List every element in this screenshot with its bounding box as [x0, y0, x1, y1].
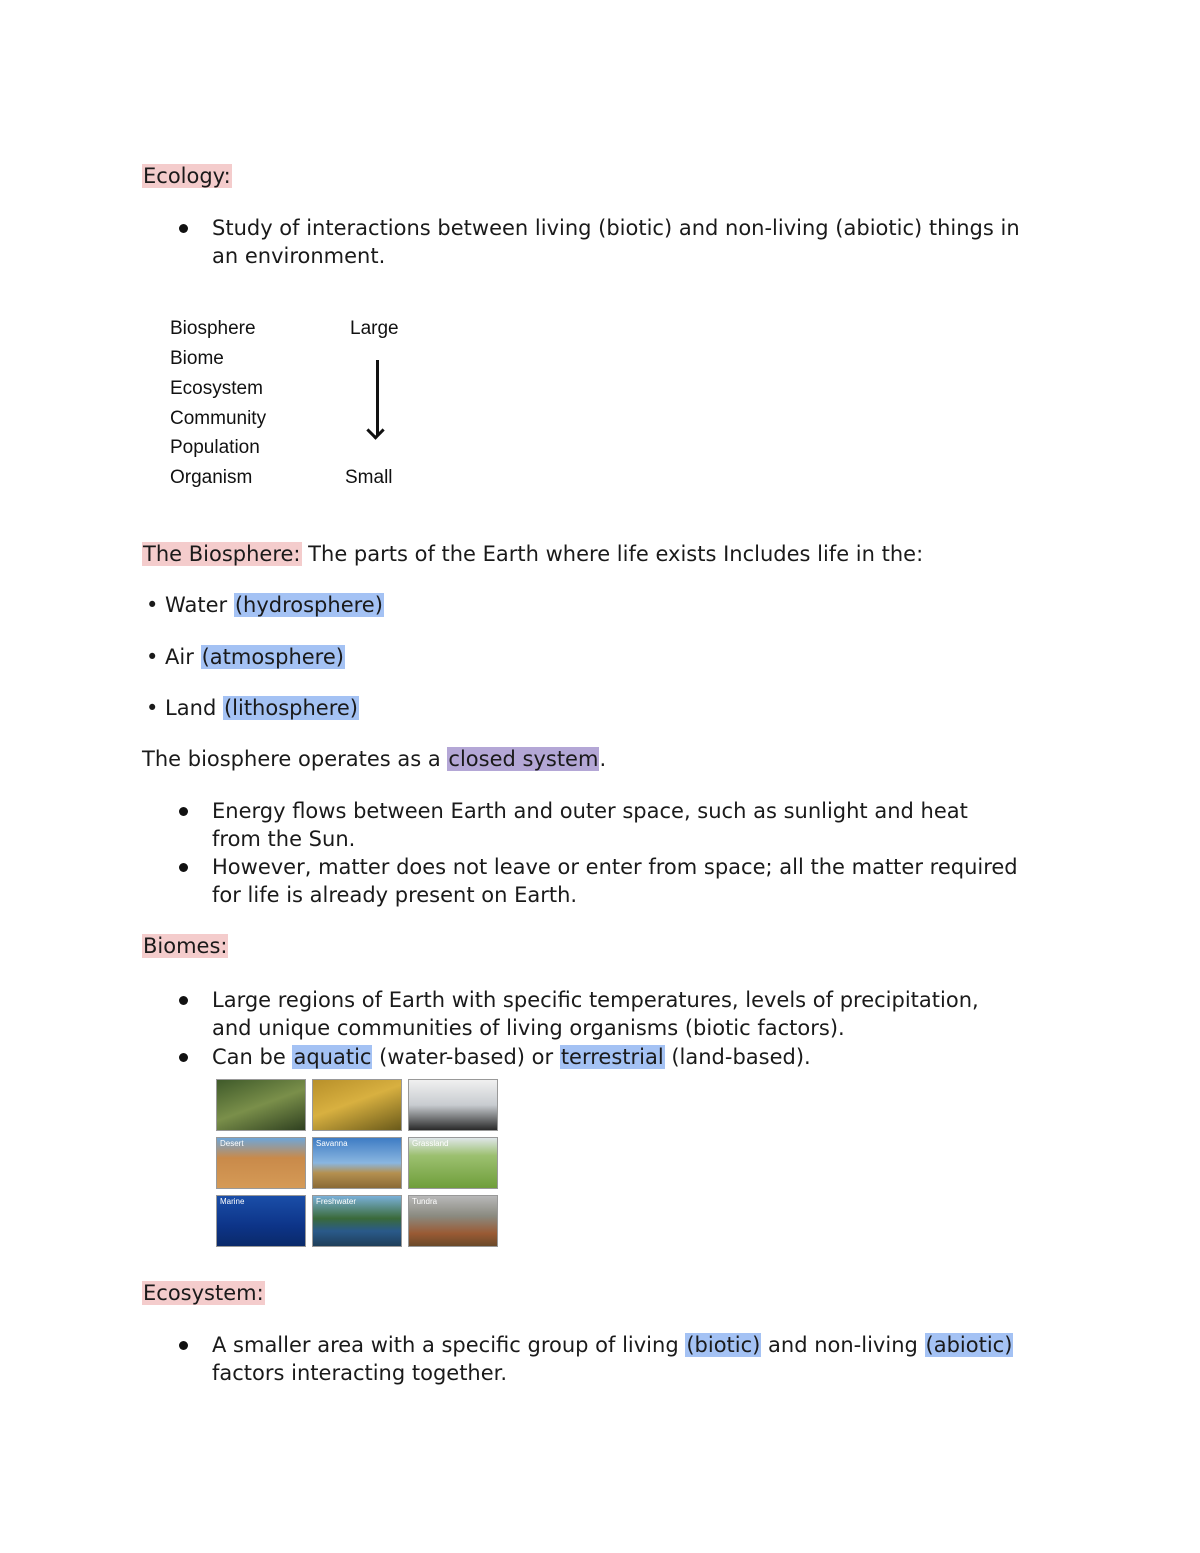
biosphere-bullet-2-cont: for life is already present on Earth.	[212, 883, 578, 907]
scale-level-biosphere: Biosphere	[170, 318, 256, 339]
scale-level-population: Population	[170, 437, 260, 458]
abiotic-term: (abiotic)	[925, 1333, 1013, 1357]
biomes-heading-text: Biomes:	[143, 934, 228, 958]
biosphere-heading: The Biosphere:	[143, 542, 301, 566]
ecosystem-bullet-mid: and non-living	[761, 1333, 925, 1357]
terrestrial-term: terrestrial	[560, 1045, 664, 1069]
deciduous-forest-image	[312, 1079, 402, 1131]
bullet-dot	[179, 807, 188, 816]
biosphere-definition	[142, 540, 923, 568]
lithosphere-term: (lithosphere)	[223, 696, 358, 720]
biosphere-air-item	[146, 643, 345, 671]
marine-label: Marine	[220, 1197, 245, 1206]
bullet-dot	[179, 1053, 188, 1062]
ecosystem-bullet-cont: factors interacting together.	[212, 1361, 508, 1385]
tundra-image	[408, 1195, 498, 1247]
scale-small-label: Small	[345, 467, 393, 488]
scale-level-biome: Biome	[170, 348, 224, 369]
biotic-term: (biotic)	[686, 1333, 761, 1357]
tundra-label: Tundra	[412, 1197, 438, 1206]
land-label: • Land	[146, 696, 223, 720]
closed-system-term: closed system	[448, 747, 599, 771]
grassland-label: Grassland	[412, 1139, 449, 1148]
scale-level-community: Community	[170, 408, 267, 429]
biosphere-water-item	[146, 591, 384, 619]
closed-system-pre: The biosphere operates as a	[142, 747, 448, 771]
ecology-heading	[142, 162, 232, 190]
ecology-bullet-1-cont: an environment.	[212, 244, 386, 268]
freshwater-label: Freshwater	[316, 1197, 357, 1206]
biomes-bullet-1-cont: and unique communities of living organisms (biotic factors).	[212, 1016, 845, 1040]
biosphere-definition-text: The parts of the Earth where life exists Includes life in the:	[301, 542, 924, 566]
biosphere-bullet-2-text: However, matter does not leave or enter from space; all the matter required	[212, 855, 1018, 879]
biosphere-bullet-1-cont: from the Sun.	[212, 827, 356, 851]
taiga-image	[408, 1079, 498, 1131]
biome-image-grid	[216, 1079, 499, 1249]
grassland-image	[408, 1137, 498, 1189]
biomes-bullet-2-post: (land-based).	[664, 1045, 811, 1069]
savanna-label: Savanna	[316, 1139, 348, 1148]
savanna-image	[312, 1137, 402, 1189]
freshwater-image	[312, 1195, 402, 1247]
closed-system-line	[142, 745, 606, 773]
rainforest-image	[216, 1079, 306, 1131]
water-label: • Water	[146, 593, 234, 617]
marine-image	[216, 1195, 306, 1247]
scale-level-organism: Organism	[170, 467, 253, 488]
ecosystem-heading	[142, 1279, 265, 1307]
ecosystem-heading-text: Ecosystem:	[143, 1281, 264, 1305]
ecosystem-bullet-pre: A smaller area with a specific group of living	[212, 1333, 686, 1357]
closed-system-post: .	[599, 747, 607, 771]
bullet-dot	[179, 1341, 188, 1350]
air-label: • Air	[146, 645, 201, 669]
bullet-dot	[179, 224, 188, 233]
hydrosphere-term: (hydrosphere)	[234, 593, 383, 617]
biomes-bullet-2-pre: Can be	[212, 1045, 293, 1069]
bullet-dot	[179, 863, 188, 872]
biomes-heading	[142, 932, 228, 960]
biomes-bullet-2-text	[212, 1043, 811, 1071]
ecology-heading-text: Ecology:	[143, 164, 231, 188]
biomes-bullet-2-mid: (water-based) or	[372, 1045, 560, 1069]
desert-image	[216, 1137, 306, 1189]
desert-label: Desert	[220, 1139, 244, 1148]
aquatic-term: aquatic	[293, 1045, 372, 1069]
biosphere-bullet-1-text: Energy flows between Earth and outer space, such as sunlight and heat	[212, 799, 968, 823]
biomes-bullet-1-text: Large regions of Earth with specific temperatures, levels of precipitation,	[212, 988, 979, 1012]
biosphere-land-item	[146, 694, 359, 722]
ecology-bullet-1-text: Study of interactions between living (biotic) and non-living (abiotic) things in	[212, 216, 1020, 240]
scale-level-ecosystem: Ecosystem	[170, 378, 263, 399]
atmosphere-term: (atmosphere)	[201, 645, 344, 669]
down-arrow-icon	[366, 421, 384, 439]
ecosystem-bullet-1-text	[212, 1331, 1013, 1359]
bullet-dot	[179, 996, 188, 1005]
scale-large-label: Large	[350, 318, 399, 339]
